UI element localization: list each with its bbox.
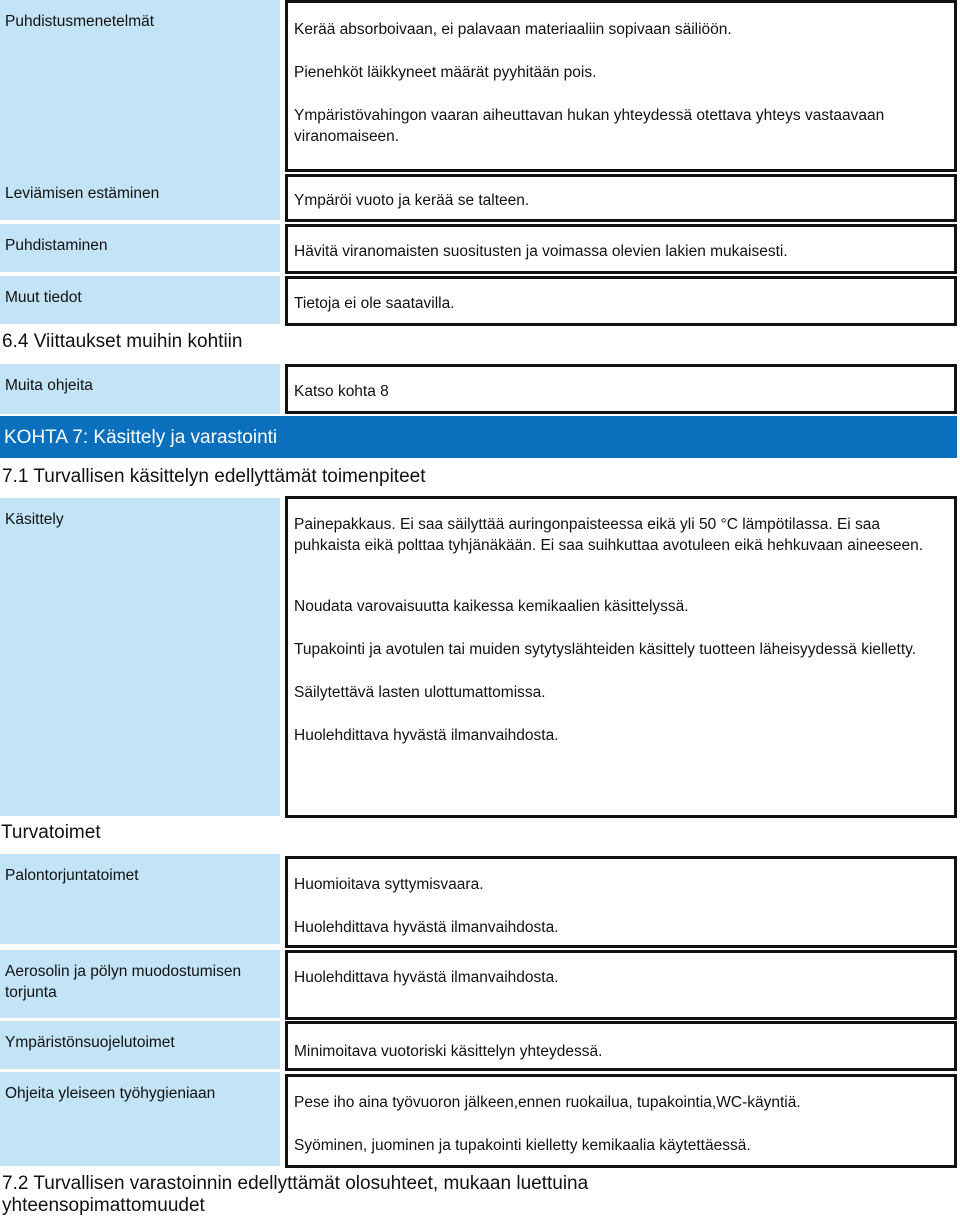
value-kasittely — [285, 496, 957, 818]
text-line: Noudata varovaisuutta kaikessa kemikaalien käsittelyssä. — [294, 598, 689, 615]
label-puhdistaminen: Puhdistaminen — [0, 224, 280, 272]
section-7-header: KOHTA 7: Käsittely ja varastointi — [0, 416, 957, 458]
section-7-1-title: 7.1 Turvallisen käsittelyn edellyttämät toimenpiteet — [2, 466, 426, 487]
label-leviamisen-estaminen: Leviämisen estäminen — [0, 172, 280, 220]
section-6-4-title: 6.4 Viittaukset muihin kohtiin — [2, 331, 243, 352]
value-ymparistonsuojelutoimet: Minimoitava vuotoriski käsittelyn yhteydessä. — [285, 1021, 957, 1071]
label-ymparistonsuojelutoimet: Ympäristönsuojelutoimet — [0, 1021, 280, 1069]
label-kasittely: Käsittely — [0, 498, 280, 816]
text-line: Huomioitava syttymisvaara. — [294, 876, 484, 893]
label-palontorjuntatoimet: Palontorjuntatoimet — [0, 854, 280, 944]
section-7-2-title: 7.2 Turvallisen varastoinnin edellyttämät olosuhteet, mukaan luettuina yhteensopimattomuudet — [2, 1173, 589, 1216]
label-muita-ohjeita: Muita ohjeita — [0, 364, 280, 414]
turvatoimet-title: Turvatoimet — [1, 822, 101, 843]
value-puhdistaminen: Hävitä viranomaisten suositusten ja voimassa olevien lakien mukaisesti. — [285, 224, 957, 274]
value-tyohygienia — [285, 1074, 957, 1168]
label-puhdistusmenetelmat: Puhdistusmenetelmät — [0, 0, 280, 172]
text-line: Kerää absorboivaan, ei palavaan materiaaliin sopivaan säiliöön. — [294, 21, 732, 38]
text-line: Ympäristövahingon vaaran aiheuttavan hukan yhteydessä otettava yhteys vastaavaan viranomaiseen. — [294, 107, 885, 145]
value-puhdistusmenetelmat — [285, 0, 957, 172]
label-aerosolin-torjunta: Aerosolin ja pölyn muodostumisen torjunta — [0, 950, 280, 1018]
value-aerosolin-torjunta: Huolehdittava hyvästä ilmanvaihdosta. — [285, 950, 957, 1020]
value-muut-tiedot: Tietoja ei ole saatavilla. — [285, 276, 957, 326]
text-line: Painepakkaus. Ei saa säilyttää auringonpaisteessa eikä yli 50 °C lämpötilassa. Ei saa puhkaista eikä polttaa tyhjänäkään. Ei saa suihkuttaa avotuleen eikä hehkuvaan aineeseen. — [294, 516, 924, 554]
label-muut-tiedot: Muut tiedot — [0, 276, 280, 324]
value-leviamisen-estaminen: Ympäröi vuoto ja kerää se talteen. — [285, 174, 957, 222]
value-muita-ohjeita: Katso kohta 8 — [285, 364, 957, 414]
text-line: Pese iho aina työvuoron jälkeen,ennen ruokailua, tupakointia,WC-käyntiä. — [294, 1094, 801, 1111]
text-line: Huolehdittava hyvästä ilmanvaihdosta. — [294, 919, 559, 936]
text-line: Pienehköt läikkyneet määrät pyyhitään pois. — [294, 64, 597, 81]
text-line: Tupakointi ja avotulen tai muiden sytytyslähteiden käsittely tuotteen läheisyydessä kielletty. — [294, 641, 917, 658]
value-palontorjuntatoimet — [285, 856, 957, 948]
label-tyohygienia: Ohjeita yleiseen työhygieniaan — [0, 1072, 280, 1166]
text-line: Säilytettävä lasten ulottumattomissa. — [294, 684, 546, 701]
text-line: Huolehdittava hyvästä ilmanvaihdosta. — [294, 727, 559, 744]
text-line: Syöminen, juominen ja tupakointi kielletty kemikaalia käytettäessä. — [294, 1137, 751, 1154]
